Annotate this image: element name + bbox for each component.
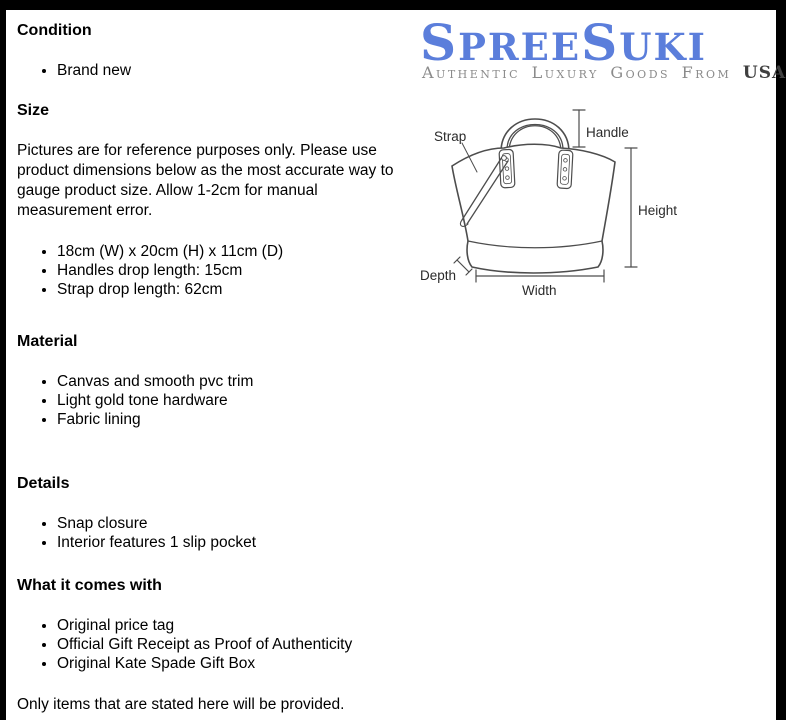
size-disclaimer-line: Pictures are for reference purposes only. Please use	[17, 142, 377, 159]
section-heading-what-it-comes-with: What it comes with	[17, 577, 162, 594]
list-item: • Original price tag	[57, 616, 417, 635]
list-item: • Fabric lining	[57, 410, 417, 429]
list-item: • Canvas and smooth pvc trim	[57, 372, 417, 391]
provided-items-note: Only items that are stated here will be provided.	[17, 696, 345, 713]
list-item: • Brand new	[57, 61, 417, 80]
height-label: Height	[638, 203, 678, 218]
included-items-list	[17, 616, 417, 673]
handle-label: Handle	[586, 125, 629, 140]
section-heading-condition: Condition	[17, 22, 92, 39]
logo-letters: PREE	[458, 25, 582, 69]
list-item: • 18cm (W) x 20cm (H) x 11cm (D)	[57, 242, 417, 261]
size-disclaimer-line: product dimensions below as the most accurate way to	[17, 162, 394, 179]
bag-measurement-diagram	[410, 100, 710, 310]
list-item: • Strap drop length: 62cm	[57, 280, 417, 299]
section-heading-details: Details	[17, 475, 70, 492]
material-list	[17, 372, 417, 429]
logo-letter: S	[420, 13, 459, 72]
brand-tagline	[422, 63, 786, 83]
strap-label: Strap	[434, 129, 467, 144]
tagline-text: Authentic Luxury Goods From	[422, 63, 732, 82]
details-list	[17, 514, 417, 552]
condition-list	[17, 61, 417, 80]
logo-letter: S	[581, 13, 620, 72]
bag-clasp-left	[499, 149, 515, 188]
size-disclaimer-line: gauge product size. Allow 1-2cm for manual	[17, 182, 318, 199]
list-item: • Original Kate Spade Gift Box	[57, 654, 417, 673]
size-disclaimer	[17, 141, 417, 221]
list-item: • Interior features 1 slip pocket	[57, 533, 417, 552]
list-item: • Official Gift Receipt as Proof of Authenticity	[57, 635, 417, 654]
handle-measure-line	[573, 110, 585, 147]
depth-label: Depth	[420, 268, 457, 283]
size-list	[17, 242, 417, 299]
bag-clasp-right	[557, 150, 573, 189]
logo-letters: UKI	[619, 25, 707, 69]
tagline-region: USA	[742, 63, 786, 83]
section-heading-size: Size	[17, 102, 50, 119]
height-measure-line	[625, 148, 637, 267]
size-disclaimer-line: measurement error.	[17, 202, 153, 219]
section-heading-material: Material	[17, 333, 78, 350]
width-label: Width	[522, 283, 557, 298]
listing-description-page	[6, 10, 786, 720]
list-item: • Snap closure	[57, 514, 417, 533]
list-item: • Light gold tone hardware	[57, 391, 417, 410]
product-description	[6, 10, 417, 715]
list-item: • Handles drop length: 15cm	[57, 261, 417, 280]
